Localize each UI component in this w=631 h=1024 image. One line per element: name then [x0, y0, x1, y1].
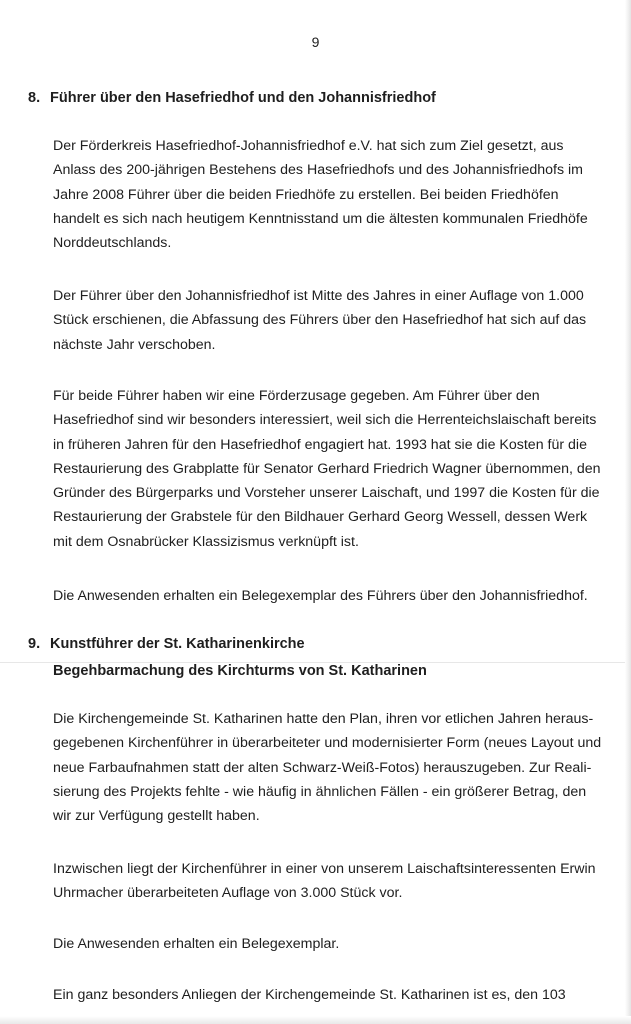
page-edge-shadow — [625, 0, 631, 1024]
page-bottom-shadow — [0, 1016, 631, 1024]
section-9-number: 9. — [28, 636, 41, 652]
section-8-paragraph-4 — [53, 584, 593, 608]
section-8-paragraph-2 — [53, 284, 593, 357]
section-8-paragraph-1 — [53, 134, 593, 255]
text-line: Inzwischen liegt der Kirchenführer in einer von unserem Laischaftsinteressenten Erwin — [53, 861, 596, 877]
text-line: neue Farbaufnahmen statt der alten Schwarz-Weiß-Fotos) herauszugeben. Zur Reali- — [53, 759, 592, 776]
text-line: Uhrmacher überarbeiteten Auflage von 3.000 Stück vor. — [53, 885, 403, 902]
text-line: Gründer des Bürgerparks und Vorsteher unserer Laischaft, und 1997 die Kosten für die — [53, 485, 600, 502]
text-line: handelt es sich nach heutigem Kenntnisstand um die ältesten kommunalen Friedhöfe — [53, 210, 588, 227]
section-9-paragraph-1 — [53, 707, 602, 828]
section-8-number: 8. — [28, 90, 41, 106]
text-line: nächste Jahr verschoben. — [53, 336, 216, 353]
text-line: Stück erschienen, die Abfassung des Führers über den Hasefriedhof hat sich auf das — [53, 312, 587, 329]
text-line: Die Anwesenden erhalten ein Belegexemplar des Führers über den Johannisfriedhof. — [53, 588, 588, 604]
section-9-title-line-1: Kunstführer der St. Katharinenkirche — [50, 636, 305, 652]
text-line: mit dem Osnabrücker Klassizismus verknüpft ist. — [53, 533, 359, 550]
text-line: Norddeutschlands. — [53, 235, 172, 252]
text-line: Hasefriedhof sind wir besonders interessiert, weil sich die Herrenteichslaischaft bereits — [53, 412, 597, 429]
section-8-heading — [28, 86, 436, 110]
section-8-title: Führer über den Hasefriedhof und den Johannisfriedhof — [50, 90, 436, 106]
text-line: Jahre 2008 Führer über die beiden Friedhöfe zu erstellen. Bei beiden Friedhöfen — [53, 186, 559, 203]
text-line: Ein ganz besonders Anliegen der Kirchengemeinde St. Katharinen ist es, den 103 — [53, 987, 566, 1003]
text-line: Anlass des 200-jährigen Bestehens des Hasefriedhofs und des Johannisfriedhofs im — [53, 162, 583, 179]
text-line: gegebenen Kirchenführer in überarbeiteter und modernisierter Form (neues Layout und — [53, 735, 602, 752]
section-9-paragraph-4 — [53, 983, 593, 1007]
page-number: 9 — [311, 34, 320, 50]
scan-artifact-line — [0, 662, 631, 663]
text-line: sierung des Projekts fehlte - wie häufig in ähnlichen Fällen - ein größerer Betrag, den — [53, 783, 587, 800]
section-9-title-line-2: Begehbarmachung des Kirchturms von St. Katharinen — [53, 663, 427, 679]
text-line: Der Förderkreis Hasefriedhof-Johannisfriedhof e.V. hat sich zum Ziel gesetzt, aus — [53, 138, 564, 154]
text-line: in früheren Jahren für den Hasefriedhof engagiert hat. 1993 hat sie die Kosten für die — [53, 436, 587, 453]
text-line: wir zur Verfügung gestellt haben. — [53, 808, 260, 825]
text-line: Der Führer über den Johannisfriedhof ist Mitte des Jahres in einer Auflage von 1.000 — [53, 288, 584, 304]
section-9-paragraph-3 — [53, 932, 593, 956]
section-9-heading — [28, 632, 305, 656]
text-line: Restaurierung der Grabstele für den Bildhauer Gerhard Georg Wessell, dessen Werk — [53, 509, 588, 526]
section-8-paragraph-3 — [53, 384, 601, 554]
text-line: Für beide Führer haben wir eine Förderzusage gegeben. Am Führer über den — [53, 388, 540, 404]
text-line: Restaurierung des Grabplatte für Senator Gerhard Friedrich Wagner übernommen, den — [53, 460, 601, 477]
section-9-paragraph-2 — [53, 857, 596, 906]
text-line: Die Kirchengemeinde St. Katharinen hatte den Plan, ihren vor etlichen Jahren heraus- — [53, 711, 594, 727]
text-line: Die Anwesenden erhalten ein Belegexemplar. — [53, 936, 340, 952]
